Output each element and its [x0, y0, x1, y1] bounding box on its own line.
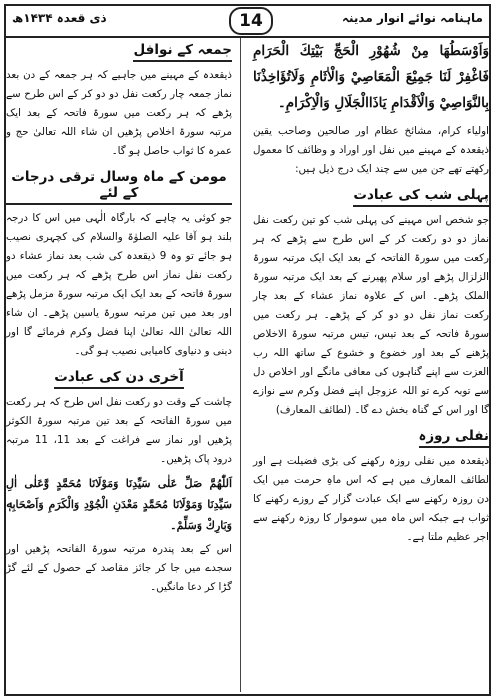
- friday-paragraph: ذیقعدہ کے مہینے میں جاہیے کہ ہر جمعہ کے دن بعد نماز جمعہ چار رکعت نفل دو دو کر کے اس طرح سے پڑھے کہ ہر رکعت میں سورۃ فاتحہ کے بعد ایک مرتبہ سورۃ اخلاص پڑھیں ان شاء اللہ تعالیٰ حج و عمرہ کا ثواب حاصل ہو گا۔: [6, 69, 232, 157]
- heading-ranks: مومن کے ماہ وسال ترقی درجات کے لئے: [6, 169, 232, 205]
- heading-friday-nafl: جمعہ کے نوافل: [133, 42, 232, 62]
- heading-last-day: آخری دن کی عبادت: [54, 369, 183, 389]
- intro-paragraph: اولیاء کرام، مشائخ عظام اور صالحین وصاحب یقین ذیقعدہ کے مہینے میں نفل اور اوراد و وظائف کا معمول رکھتے تھے جن میں سے چند ایک درج ذیل ہیں:: [253, 125, 489, 175]
- arabic-verse: وَاَوْسَطُهَا مِنْ شُهُوْرِ الْحَجِّ بَيْتِكَ الْحَرَامِ فَاغْفِرْ لَنَا جَمِيْعَ الْمَعَاصِيْ وَالْاٰثَامِ وَلَاتُؤَاخِذْنَا بِالنَّوَاصِيْ وَالْاَقْدَامِ يَاذَاالْجَلَالِ وَالْاِكْرَامِ۔: [253, 43, 489, 111]
- heading-nafl-fast: نفلی روزہ: [419, 428, 490, 448]
- heading-first-night: پہلی شب کی عبادت: [353, 187, 489, 207]
- left-column: [6, 38, 232, 694]
- column-divider: [240, 38, 241, 692]
- page-number: 14: [229, 7, 273, 35]
- page-header: [6, 6, 489, 38]
- magazine-title: ماہنامہ نوائے انوار مدینہ: [341, 11, 483, 25]
- ranks-paragraph: جو کوئی یہ چاہے کہ بارگاہ الٰہی میں اس کا درجہ بلند ہو آقا علیہ الصلوٰۃ والسلام کی کچہری نصیب ہو جائے تو وہ 9 ذیقعدہ کی شب بعد نماز عشاء دو رکعت نفل نماز اس طرح پڑھے کہ ہر رکعت میں سورۃ فاتحہ کے بعد ایک ایک مرتبہ سورۃ مزمل پڑھے اور بعد میں تین مرتبہ سورۃ یاسین پڑھے۔ ان شاء اللہ تعالیٰ اللہ تعالیٰ اپنا فضل وکرم فرمائے گا اور دینی و دنیاوی کامیابی نصیب ہو گی۔: [6, 212, 232, 357]
- right-column: [253, 38, 489, 694]
- closing-paragraph: اس کے بعد پندرہ مرتبہ سورۃ الفاتحہ پڑھیں اور سجدے میں جا کر جائز مقاصد کے حصول کے لئے گڑ گڑا کر دعا مانگیں۔: [6, 543, 232, 593]
- durood-prayer: اَللّٰهُمَّ صَلِّ عَلٰى سَيِّدِنَا وَمَوْلَانَا مُحَمَّدٍ وَّعَلٰى اٰلِ سَيِّدِنَا وَمَوْلَانَا مُحَمَّدٍ مَعْدَنِ الْجُوْدِ وَالْكَرَمِ وَاَصْحَابِهٖ وَبَارِكْ وَسَلِّمْ۔: [6, 477, 232, 532]
- last-day-paragraph: چاشت کے وقت دو رکعت نفل اس طرح کہ ہر رکعت میں سورۃ الفاتحہ کے بعد تین مرتبہ سورۃ الکوثر پڑھیں اور نماز سے فراغت کے بعد 11، 11 مرتبہ درود پاک پڑھیں۔: [6, 396, 232, 465]
- first-night-paragraph: جو شخص اس مہینے کی پہلی شب کو تین رکعت نفل نماز دو دو رکعت کر کے اس طرح سے پڑھے کہ ہر رکعت میں سورۃ الفاتحہ کے بعد ایک ایک مرتبہ سورۃ الزلزال پڑھے اور سلام پھیرنے کے بعد ایک مرتبہ سورۃ الملک پڑھے۔ اس کے علاوہ نماز عشاء کے بعد چار رکعت نماز نفل دو دو کر کے پڑھے۔ ہر رکعت میں سورۃ فاتحہ کے بعد تیس، تیس مرتبہ سورۃ الاخلاص پڑھنے کے بعد اور خضوع و خشوع کے ساتھ اللہ رب العزت سے اپنے گناہوں کی معافی مانگے اور اخلاص دل سے توبہ کرے تو اللہ عزوجل اپنے فضل وکرم سے نوازے گا اور اس کے گناہ بخش دے گا۔ (لطائف المعارف): [253, 214, 489, 416]
- nafl-fast-paragraph: ذیقعدہ میں نفلی روزہ رکھنے کی بڑی فضیلت ہے اور لطائف المعارف میں ہے کہ اس ماہِ حرمت میں ایک دن روزہ رکھنے سے ایک عبادت گزار کے روزے رکھنے کا ثواب ہے جبکہ اس ماہ میں سوموار کا روزہ رکھنے سے اجر عظیم ملتا ہے۔: [253, 455, 489, 543]
- issue-date: ذی قعدہ ۱۴۳۴ھ: [12, 11, 107, 25]
